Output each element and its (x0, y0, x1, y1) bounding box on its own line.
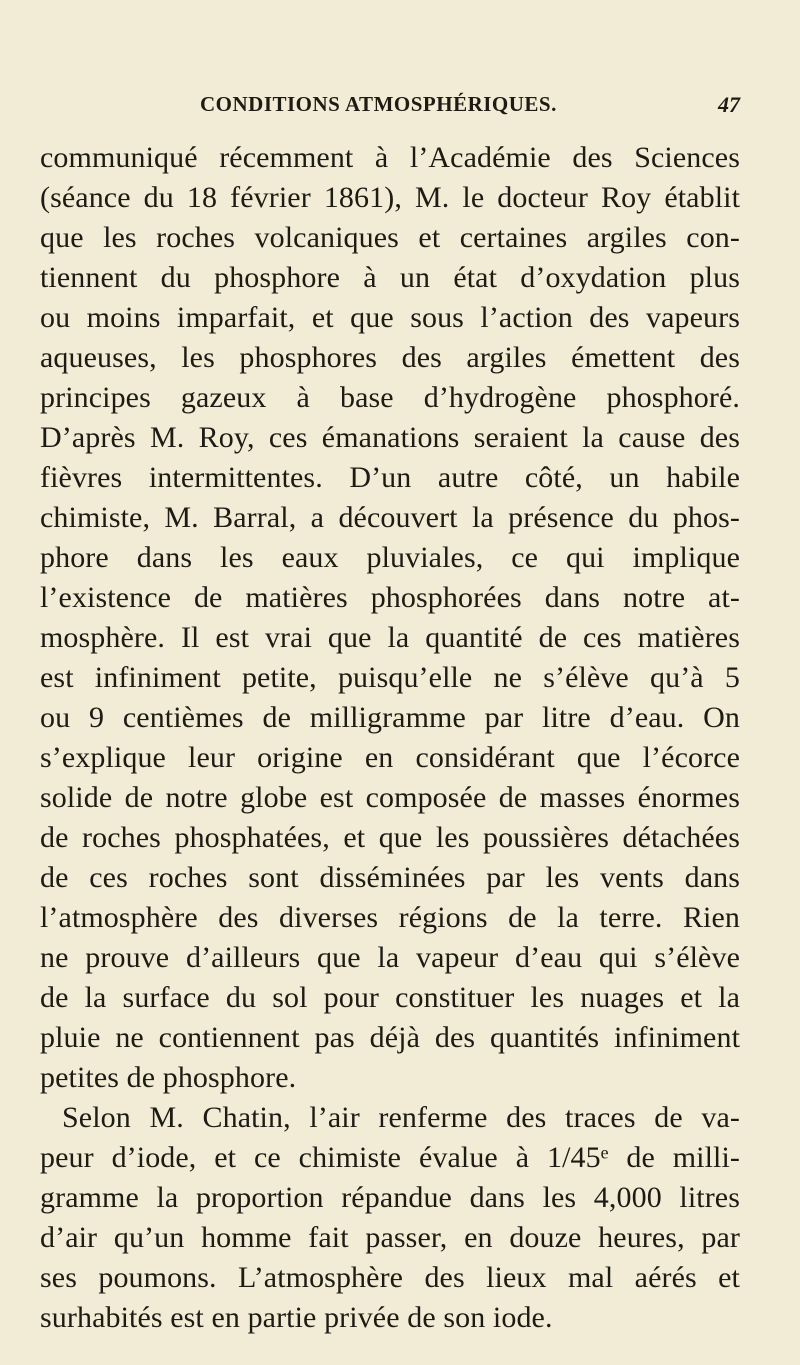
text-line: ou 9 centièmes de milligramme par litre d’eau. On (40, 701, 740, 734)
text-line: de la surface du sol pour constituer les nuages et la (40, 981, 740, 1014)
text-line: phore dans les eaux pluviales, ce qui implique (40, 541, 740, 574)
text-line: chimiste, M. Barral, a découvert la présence du phos- (40, 501, 740, 534)
page-number: 47 (718, 92, 740, 117)
paragraph-2 (40, 1098, 740, 1338)
paragraph-1 (40, 138, 740, 1098)
text-line: ses poumons. L’atmosphère des lieux mal aérés et (40, 1261, 740, 1294)
page-header (200, 92, 740, 122)
text-line: D’après M. Roy, ces émanations seraient la cause des (40, 421, 740, 454)
text-line: (séance du 18 février 1861), M. le docteur Roy établit (40, 181, 740, 214)
text-line: fièvres intermittentes. D’un autre côté, un habile (40, 461, 740, 494)
text-line: communiqué récemment à l’Académie des Sciences (40, 141, 740, 174)
text-line: principes gazeux à base d’hydrogène phosphoré. (40, 381, 740, 414)
text-line: l’atmosphère des diverses régions de la terre. Rien (40, 901, 740, 934)
text-line: est infiniment petite, puisqu’elle ne s’élève qu’à 5 (40, 661, 740, 694)
text-line: surhabités est en partie privée de son iode. (40, 1301, 553, 1334)
text-line: pluie ne contiennent pas déjà des quantités infiniment (40, 1021, 740, 1054)
text-line: solide de notre globe est composée de masses énormes (40, 781, 740, 814)
text-line: d’air qu’un homme fait passer, en douze heures, par (40, 1221, 740, 1254)
text-line: que les roches volcaniques et certaines argiles con- (40, 221, 740, 254)
text-line: s’explique leur origine en considérant que l’écorce (40, 741, 740, 774)
text-line: de ces roches sont disséminées par les vents dans (40, 861, 740, 894)
running-title: CONDITIONS ATMOSPHÉRIQUES. (200, 92, 557, 116)
text-line: ne prouve d’ailleurs que la vapeur d’eau qui s’élève (40, 941, 740, 974)
text-line: gramme la proportion répandue dans les 4,000 litres (40, 1181, 740, 1214)
text-line: l’existence de matières phosphorées dans notre at- (40, 581, 740, 614)
text-line: Selon M. Chatin, l’air renferme des traces de va- (62, 1101, 740, 1134)
text-line: aqueuses, les phosphores des argiles émettent des (40, 341, 740, 374)
text-line: de roches phosphatées, et que les poussières détachées (40, 821, 740, 854)
text-line: ou moins imparfait, et que sous l’action des vapeurs (40, 301, 740, 334)
text-line: peur d’iode, et ce chimiste évalue à 1/45ᵉ de milli- (40, 1141, 740, 1174)
text-line: petites de phosphore. (40, 1061, 297, 1094)
body-text (40, 138, 740, 1338)
text-line: tiennent du phosphore à un état d’oxydation plus (40, 261, 740, 294)
text-line: mosphère. Il est vrai que la quantité de ces matières (40, 621, 740, 654)
